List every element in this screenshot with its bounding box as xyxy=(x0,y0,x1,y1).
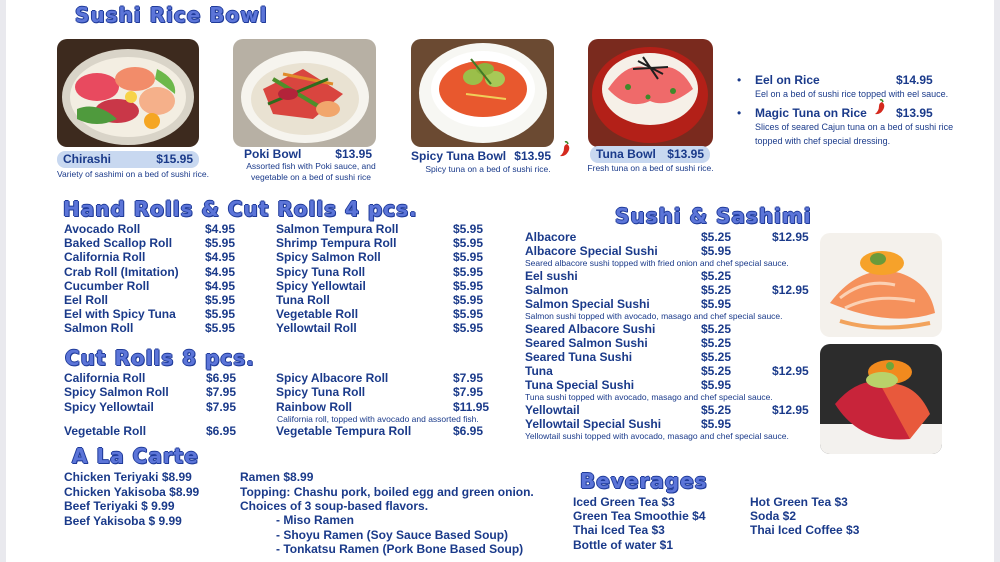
menu-item-name: Spicy Yellowtail xyxy=(276,278,366,293)
sashimi-price: $12.95 xyxy=(772,364,809,378)
chirashi-photo xyxy=(57,39,199,147)
sashimi-name: Seared Albacore Sushi xyxy=(525,322,656,336)
menu-item-price: $6.95 xyxy=(453,424,484,439)
menu-item-price: $5.95 xyxy=(453,293,484,307)
ramen-choice: - Shoyu Ramen (Soy Sauce Based Soup) xyxy=(276,527,509,542)
sushi-price: $5.95 xyxy=(701,244,732,258)
menu-item-name: Salmon Tempura Roll xyxy=(276,222,399,236)
menu-item-name: Spicy Salmon Roll xyxy=(276,250,381,265)
menu-item-price: $7.95 xyxy=(206,385,237,400)
menu-item-name: Avocado Roll xyxy=(64,222,141,236)
magic-tuna-desc: Slices of seared Cajun tuna on a bed of sushi rice topped with chef special dressing. xyxy=(755,122,954,146)
sashimi-price: $12.95 xyxy=(772,283,809,297)
beverage-item: Thai Iced Tea $3 xyxy=(573,523,665,538)
ramen-choice: - Tonkatsu Ramen (Pork Bone Based Soup) xyxy=(276,542,524,556)
sushi-price: $5.25 xyxy=(701,283,732,297)
menu-item-price: $5.95 xyxy=(453,278,484,293)
bullet: • xyxy=(737,73,742,87)
sashimi-name: Eel sushi xyxy=(525,269,578,283)
tuna-bowl-caption xyxy=(590,146,710,163)
chirashi-price: $15.95 xyxy=(156,152,193,166)
a-la-carte-item: Chicken Yakisoba $8.99 xyxy=(64,484,200,499)
menu-item-name: Rainbow Roll xyxy=(276,399,352,414)
sushi-rice-bowl-heading: Sushi Rice Bowl xyxy=(75,3,268,27)
menu-item-name: Spicy Albacore Roll xyxy=(276,371,389,385)
chirashi-desc: Variety of sashimi on a bed of sushi rice. xyxy=(57,169,209,179)
menu-item-name: Eel with Spicy Tuna xyxy=(64,307,176,322)
beverages-heading: Beverages xyxy=(580,469,708,493)
menu-item-price: $5.95 xyxy=(453,236,484,251)
eel-on-rice-price: $14.95 xyxy=(896,73,933,87)
menu-item-price: $5.95 xyxy=(205,321,236,336)
poki-bowl-name: Poki Bowl xyxy=(244,147,302,161)
spicy-tuna-bowl-photo xyxy=(411,39,554,147)
tuna-bowl-price: $13.95 xyxy=(667,147,704,161)
sushi-price: $5.25 xyxy=(701,336,732,350)
beverage-item: Iced Green Tea $3 xyxy=(573,495,675,509)
ramen-line-1: Ramen $8.99 xyxy=(240,470,314,484)
poki-bowl-desc: Assorted fish with Poki sauce, and vegetable on a bed of sushi rice xyxy=(246,161,376,182)
chirashi-caption xyxy=(57,151,199,168)
sashimi-note: Tuna sushi topped with avocado, masago and chef special sauce. xyxy=(525,392,773,402)
menu-item-price: $5.95 xyxy=(453,222,484,236)
menu-item-name: Spicy Salmon Roll xyxy=(64,385,169,400)
menu-item-name: Cucumber Roll xyxy=(64,278,150,293)
spicy-tuna-bowl-desc: Spicy tuna on a bed of sushi rice. xyxy=(425,164,551,174)
magic-tuna-price: $13.95 xyxy=(896,106,933,120)
ramen-choice: - Miso Ramen xyxy=(276,513,355,527)
menu-item-price: $5.95 xyxy=(453,264,484,279)
eel-on-rice-name: Eel on Rice xyxy=(755,73,820,87)
sashimi-price: $12.95 xyxy=(772,403,809,417)
a-la-carte-item: Beef Teriyaki $ 9.99 xyxy=(64,499,175,513)
poki-bowl-price: $13.95 xyxy=(335,147,372,161)
beverage-item: Green Tea Smoothie $4 xyxy=(573,509,706,524)
hand-rolls-heading: Hand Rolls & Cut Rolls 4 pcs. xyxy=(63,197,418,221)
menu-item-price: $6.95 xyxy=(206,371,237,385)
menu-item-price: $4.95 xyxy=(205,278,236,293)
sashimi-name: Yellowtail Special Sushi xyxy=(525,417,662,431)
sushi-price: $5.25 xyxy=(701,350,732,364)
menu-item-name: Tuna Roll xyxy=(276,293,330,307)
tuna-bowl-photo xyxy=(588,39,713,147)
sashimi-name: Salmon xyxy=(525,283,569,297)
menu-item-price: $5.95 xyxy=(205,293,236,307)
sashimi-price: $12.95 xyxy=(772,230,809,244)
chirashi-name: Chirashi xyxy=(63,152,112,166)
spicy-tuna-bowl-price: $13.95 xyxy=(514,149,551,163)
menu-item-price: $5.95 xyxy=(453,307,484,322)
menu-item-name: Baked Scallop Roll xyxy=(64,236,173,251)
chili-pepper-icon xyxy=(873,99,887,115)
sashimi-name: Seared Tuna Sushi xyxy=(525,350,633,364)
sushi-price: $5.95 xyxy=(701,417,732,431)
menu-item-name: Spicy Tuna Roll xyxy=(276,264,366,279)
cut-rolls-heading: Cut Rolls 8 pcs. xyxy=(65,346,255,370)
sashimi-name: Salmon Special Sushi xyxy=(525,297,650,311)
menu-item-price: $4.95 xyxy=(205,250,236,265)
sushi-price: $5.95 xyxy=(701,378,732,392)
menu-item-name: Vegetable Roll xyxy=(64,424,147,439)
spicy-tuna-bowl-caption xyxy=(405,148,557,165)
sashimi-name: Tuna xyxy=(525,364,553,378)
menu-item-name: California Roll xyxy=(64,371,146,385)
menu-item-price: $5.95 xyxy=(205,307,236,322)
sashimi-name: Albacore xyxy=(525,230,577,244)
sushi-price: $5.25 xyxy=(701,364,732,378)
bullet: • xyxy=(737,106,742,120)
menu-item-price: $5.95 xyxy=(453,321,484,336)
menu-item-name: Yellowtail Roll xyxy=(276,321,357,336)
menu-item-price: $5.95 xyxy=(205,236,236,251)
sushi-price: $5.25 xyxy=(701,269,732,283)
sashimi-note: Yellowtail sushi topped with avocado, masago and chef special sauce. xyxy=(525,431,789,441)
sushi-price: $5.25 xyxy=(701,322,732,336)
beverage-item: Hot Green Tea $3 xyxy=(750,495,848,509)
menu-item-name: Spicy Yellowtail xyxy=(64,399,154,414)
sushi-price: $5.25 xyxy=(701,230,732,244)
menu-item-price: $7.95 xyxy=(206,399,237,414)
sushi-sashimi-heading: Sushi & Sashimi xyxy=(615,204,812,228)
eel-on-rice-desc: Eel on a bed of sushi rice topped with eel sauce. xyxy=(755,89,949,99)
sashimi-name: Albacore Special Sushi xyxy=(525,244,658,258)
menu-item-name: Vegetable Tempura Roll xyxy=(276,424,412,439)
menu-item-price: $5.95 xyxy=(453,250,484,265)
tuna-sushi-photo xyxy=(820,344,942,454)
sashimi-name: Tuna Special Sushi xyxy=(525,378,635,392)
beverage-item: Bottle of water $1 xyxy=(573,537,674,552)
tuna-bowl-desc: Fresh tuna on a bed of sushi rice. xyxy=(587,163,714,173)
menu-item-name: Shrimp Tempura Roll xyxy=(276,236,397,251)
menu-item-name: California Roll xyxy=(64,250,146,265)
chili-pepper-icon xyxy=(558,141,572,157)
menu-item-price: $4.95 xyxy=(205,222,236,236)
poki-bowl-photo xyxy=(233,39,376,147)
a-la-carte-item: Chicken Teriyaki $8.99 xyxy=(64,470,192,484)
sashimi-name: Seared Salmon Sushi xyxy=(525,336,648,350)
ramen-line-2: Topping: Chashu pork, boiled egg and green onion. xyxy=(240,485,534,499)
menu-item-price: $7.95 xyxy=(453,371,484,385)
menu-item-name: Salmon Roll xyxy=(64,321,134,336)
menu-item-price: $7.95 xyxy=(453,385,484,400)
salmon-sushi-photo xyxy=(820,233,942,337)
sashimi-name: Yellowtail xyxy=(525,403,580,417)
tuna-bowl-name: Tuna Bowl xyxy=(596,147,656,161)
menu-item-name: Vegetable Roll xyxy=(276,307,359,322)
menu-item-price: $6.95 xyxy=(206,424,237,439)
menu-item-name: Eel Roll xyxy=(64,293,109,307)
menu-item-name: Spicy Tuna Roll xyxy=(276,385,366,400)
beverage-item: Soda $2 xyxy=(750,509,797,524)
sashimi-note: Salmon sushi topped with avocado, masago and chef special sauce. xyxy=(525,311,783,321)
rainbow-roll-note: California roll, topped with avocado and assorted fish. xyxy=(277,414,479,424)
a-la-carte-heading: A La Carte xyxy=(72,444,199,468)
menu-item-price: $11.95 xyxy=(453,399,490,414)
sushi-price: $5.95 xyxy=(701,297,732,311)
a-la-carte-item: Beef Yakisoba $ 9.99 xyxy=(64,513,182,528)
sashimi-note: Seared albacore sushi topped with fried onion and chef special sauce. xyxy=(525,258,789,268)
ramen-line-3: Choices of 3 soup-based flavors. xyxy=(240,499,429,513)
magic-tuna-name: Magic Tuna on Rice xyxy=(755,106,867,120)
spicy-tuna-bowl-name: Spicy Tuna Bowl xyxy=(411,149,507,163)
beverage-item: Thai Iced Coffee $3 xyxy=(750,523,860,538)
sushi-price: $5.25 xyxy=(701,403,732,417)
menu-item-name: Crab Roll (Imitation) xyxy=(64,264,179,279)
menu-item-price: $4.95 xyxy=(205,264,236,279)
